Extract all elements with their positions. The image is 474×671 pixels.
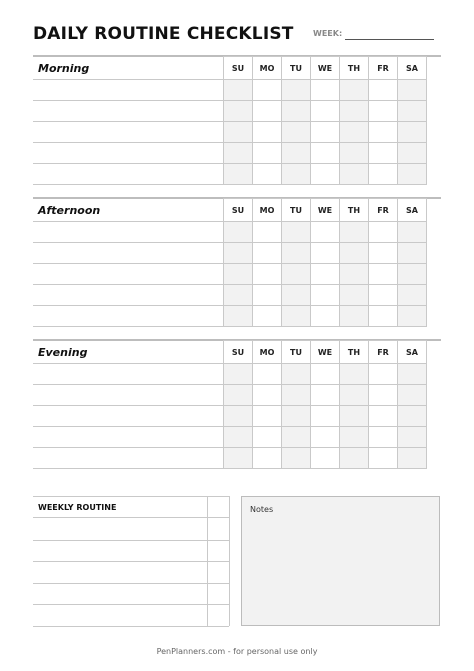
- day-header-th: TH: [340, 341, 369, 364]
- check-cell-fr[interactable]: [369, 143, 398, 164]
- check-cell-fr[interactable]: [369, 80, 398, 101]
- day-header-tu: TU: [282, 341, 311, 364]
- check-cell-fr[interactable]: [369, 243, 398, 264]
- day-check-grid: [223, 340, 427, 469]
- weekly-routine-header: [33, 496, 229, 518]
- weekly-routine-line[interactable]: [33, 540, 229, 541]
- check-cell-sa[interactable]: [398, 427, 427, 448]
- check-cell-su[interactable]: [224, 364, 253, 385]
- check-cell-sa[interactable]: [398, 285, 427, 306]
- task-line[interactable]: [33, 363, 223, 364]
- task-line[interactable]: [33, 142, 223, 143]
- check-cell-su[interactable]: [224, 306, 253, 327]
- check-cell-fr[interactable]: [369, 164, 398, 185]
- check-cell-mo[interactable]: [253, 406, 282, 427]
- check-cell-su[interactable]: [224, 80, 253, 101]
- check-cell-we[interactable]: [311, 143, 340, 164]
- check-row: [224, 448, 427, 469]
- day-header-sa: SA: [398, 199, 427, 222]
- check-cell-th[interactable]: [340, 285, 369, 306]
- weekly-routine-line[interactable]: [33, 583, 229, 584]
- check-cell-th[interactable]: [340, 306, 369, 327]
- check-cell-mo[interactable]: [253, 101, 282, 122]
- task-line[interactable]: [33, 384, 223, 385]
- check-cell-we[interactable]: [311, 385, 340, 406]
- day-header-we: WE: [311, 341, 340, 364]
- check-cell-tu[interactable]: [282, 243, 311, 264]
- check-cell-th[interactable]: [340, 164, 369, 185]
- check-cell-mo[interactable]: [253, 264, 282, 285]
- check-cell-tu[interactable]: [282, 101, 311, 122]
- day-header-th: TH: [340, 57, 369, 80]
- check-row: [224, 122, 427, 143]
- check-cell-sa[interactable]: [398, 222, 427, 243]
- day-header-row: [224, 341, 427, 364]
- day-check-grid: [223, 198, 427, 327]
- check-cell-tu[interactable]: [282, 364, 311, 385]
- check-row: [224, 406, 427, 427]
- check-cell-tu[interactable]: [282, 80, 311, 101]
- check-cell-tu[interactable]: [282, 385, 311, 406]
- check-cell-tu[interactable]: [282, 143, 311, 164]
- day-header-we: WE: [311, 199, 340, 222]
- check-cell-th[interactable]: [340, 448, 369, 469]
- task-line[interactable]: [33, 263, 223, 264]
- week-input-line[interactable]: [345, 39, 434, 40]
- task-line[interactable]: [33, 305, 223, 306]
- check-cell-we[interactable]: [311, 264, 340, 285]
- check-cell-mo[interactable]: [253, 306, 282, 327]
- check-cell-mo[interactable]: [253, 143, 282, 164]
- check-cell-th[interactable]: [340, 243, 369, 264]
- check-cell-su[interactable]: [224, 427, 253, 448]
- check-cell-su[interactable]: [224, 385, 253, 406]
- weekly-routine-line[interactable]: [33, 626, 229, 627]
- day-header-mo: MO: [253, 57, 282, 80]
- check-cell-tu[interactable]: [282, 122, 311, 143]
- section-evening: [33, 339, 441, 470]
- check-cell-th[interactable]: [340, 222, 369, 243]
- check-cell-fr[interactable]: [369, 427, 398, 448]
- check-cell-sa[interactable]: [398, 448, 427, 469]
- section-label: Morning: [38, 62, 90, 75]
- check-cell-fr[interactable]: [369, 264, 398, 285]
- check-row: [224, 364, 427, 385]
- check-cell-su[interactable]: [224, 448, 253, 469]
- check-cell-mo[interactable]: [253, 364, 282, 385]
- check-cell-th[interactable]: [340, 406, 369, 427]
- day-header-mo: MO: [253, 199, 282, 222]
- notes-box[interactable]: [241, 496, 440, 626]
- task-line[interactable]: [33, 447, 223, 448]
- check-row: [224, 143, 427, 164]
- section-morning: [33, 55, 441, 186]
- check-cell-mo[interactable]: [253, 448, 282, 469]
- check-cell-mo[interactable]: [253, 285, 282, 306]
- day-header-su: SU: [224, 57, 253, 80]
- check-row: [224, 243, 427, 264]
- check-cell-we[interactable]: [311, 222, 340, 243]
- day-header-fr: FR: [369, 57, 398, 80]
- task-line[interactable]: [33, 468, 223, 469]
- check-cell-su[interactable]: [224, 164, 253, 185]
- check-cell-we[interactable]: [311, 122, 340, 143]
- check-cell-sa[interactable]: [398, 143, 427, 164]
- check-cell-we[interactable]: [311, 164, 340, 185]
- task-line[interactable]: [33, 426, 223, 427]
- check-row: [224, 80, 427, 101]
- check-cell-fr[interactable]: [369, 306, 398, 327]
- check-cell-th[interactable]: [340, 264, 369, 285]
- check-cell-th[interactable]: [340, 101, 369, 122]
- check-cell-th[interactable]: [340, 122, 369, 143]
- check-cell-tu[interactable]: [282, 285, 311, 306]
- weekly-routine-line[interactable]: [33, 604, 229, 605]
- check-cell-tu[interactable]: [282, 448, 311, 469]
- weekly-routine-box: [33, 496, 229, 626]
- check-row: [224, 385, 427, 406]
- check-cell-sa[interactable]: [398, 164, 427, 185]
- check-cell-mo[interactable]: [253, 427, 282, 448]
- check-cell-su[interactable]: [224, 264, 253, 285]
- day-header-sa: SA: [398, 341, 427, 364]
- check-cell-tu[interactable]: [282, 406, 311, 427]
- check-row: [224, 264, 427, 285]
- check-cell-we[interactable]: [311, 448, 340, 469]
- task-line[interactable]: [33, 100, 223, 101]
- check-cell-we[interactable]: [311, 306, 340, 327]
- check-cell-mo[interactable]: [253, 164, 282, 185]
- day-header-su: SU: [224, 199, 253, 222]
- day-header-tu: TU: [282, 199, 311, 222]
- day-header-fr: FR: [369, 341, 398, 364]
- day-header-su: SU: [224, 341, 253, 364]
- task-line[interactable]: [33, 405, 223, 406]
- task-line[interactable]: [33, 163, 223, 164]
- check-cell-we[interactable]: [311, 101, 340, 122]
- check-cell-th[interactable]: [340, 427, 369, 448]
- task-line[interactable]: [33, 121, 223, 122]
- check-cell-we[interactable]: [311, 427, 340, 448]
- check-cell-sa[interactable]: [398, 101, 427, 122]
- week-label: WEEK:: [313, 29, 343, 38]
- check-row: [224, 101, 427, 122]
- page-title: DAILY ROUTINE CHECKLIST: [33, 24, 294, 44]
- check-cell-tu[interactable]: [282, 264, 311, 285]
- check-cell-we[interactable]: [311, 80, 340, 101]
- check-cell-tu[interactable]: [282, 164, 311, 185]
- check-row: [224, 285, 427, 306]
- day-header-row: [224, 199, 427, 222]
- check-cell-we[interactable]: [311, 243, 340, 264]
- check-cell-tu[interactable]: [282, 427, 311, 448]
- check-cell-sa[interactable]: [398, 385, 427, 406]
- check-cell-sa[interactable]: [398, 306, 427, 327]
- check-cell-th[interactable]: [340, 143, 369, 164]
- check-cell-fr[interactable]: [369, 448, 398, 469]
- check-cell-fr[interactable]: [369, 364, 398, 385]
- notes-label: Notes: [250, 505, 274, 514]
- check-cell-th[interactable]: [340, 364, 369, 385]
- check-cell-sa[interactable]: [398, 122, 427, 143]
- day-header-we: WE: [311, 57, 340, 80]
- check-cell-sa[interactable]: [398, 264, 427, 285]
- check-cell-mo[interactable]: [253, 122, 282, 143]
- check-cell-sa[interactable]: [398, 80, 427, 101]
- check-cell-th[interactable]: [340, 385, 369, 406]
- check-cell-su[interactable]: [224, 243, 253, 264]
- weekly-routine-title: WEEKLY ROUTINE: [38, 503, 117, 512]
- day-header-mo: MO: [253, 341, 282, 364]
- check-row: [224, 164, 427, 185]
- check-cell-mo[interactable]: [253, 222, 282, 243]
- task-line[interactable]: [33, 184, 223, 185]
- day-header-fr: FR: [369, 199, 398, 222]
- task-line[interactable]: [33, 326, 223, 327]
- task-line[interactable]: [33, 242, 223, 243]
- check-cell-mo[interactable]: [253, 385, 282, 406]
- check-cell-su[interactable]: [224, 222, 253, 243]
- check-row: [224, 222, 427, 243]
- check-cell-th[interactable]: [340, 80, 369, 101]
- check-cell-su[interactable]: [224, 122, 253, 143]
- check-cell-sa[interactable]: [398, 243, 427, 264]
- task-line[interactable]: [33, 221, 223, 222]
- check-cell-fr[interactable]: [369, 285, 398, 306]
- check-cell-fr[interactable]: [369, 101, 398, 122]
- weekly-routine-line[interactable]: [33, 561, 229, 562]
- task-line[interactable]: [33, 284, 223, 285]
- section-label: Evening: [38, 346, 88, 359]
- check-cell-tu[interactable]: [282, 306, 311, 327]
- footer-credit: PenPlanners.com - for personal use only: [156, 647, 318, 656]
- day-header-tu: TU: [282, 57, 311, 80]
- day-check-grid: [223, 56, 427, 185]
- check-cell-mo[interactable]: [253, 243, 282, 264]
- section-afternoon: [33, 197, 441, 328]
- check-row: [224, 427, 427, 448]
- check-cell-fr[interactable]: [369, 406, 398, 427]
- section-label: Afternoon: [38, 204, 101, 217]
- check-cell-we[interactable]: [311, 364, 340, 385]
- day-header-th: TH: [340, 199, 369, 222]
- check-row: [224, 306, 427, 327]
- check-cell-mo[interactable]: [253, 80, 282, 101]
- check-cell-su[interactable]: [224, 143, 253, 164]
- task-line[interactable]: [33, 79, 223, 80]
- check-cell-su[interactable]: [224, 101, 253, 122]
- day-header-row: [224, 57, 427, 80]
- check-cell-sa[interactable]: [398, 406, 427, 427]
- check-cell-sa[interactable]: [398, 364, 427, 385]
- weekly-right-border: [229, 496, 230, 626]
- check-cell-we[interactable]: [311, 406, 340, 427]
- day-header-sa: SA: [398, 57, 427, 80]
- check-cell-tu[interactable]: [282, 222, 311, 243]
- check-cell-fr[interactable]: [369, 385, 398, 406]
- check-cell-fr[interactable]: [369, 122, 398, 143]
- check-cell-we[interactable]: [311, 285, 340, 306]
- check-cell-su[interactable]: [224, 406, 253, 427]
- check-cell-su[interactable]: [224, 285, 253, 306]
- check-cell-fr[interactable]: [369, 222, 398, 243]
